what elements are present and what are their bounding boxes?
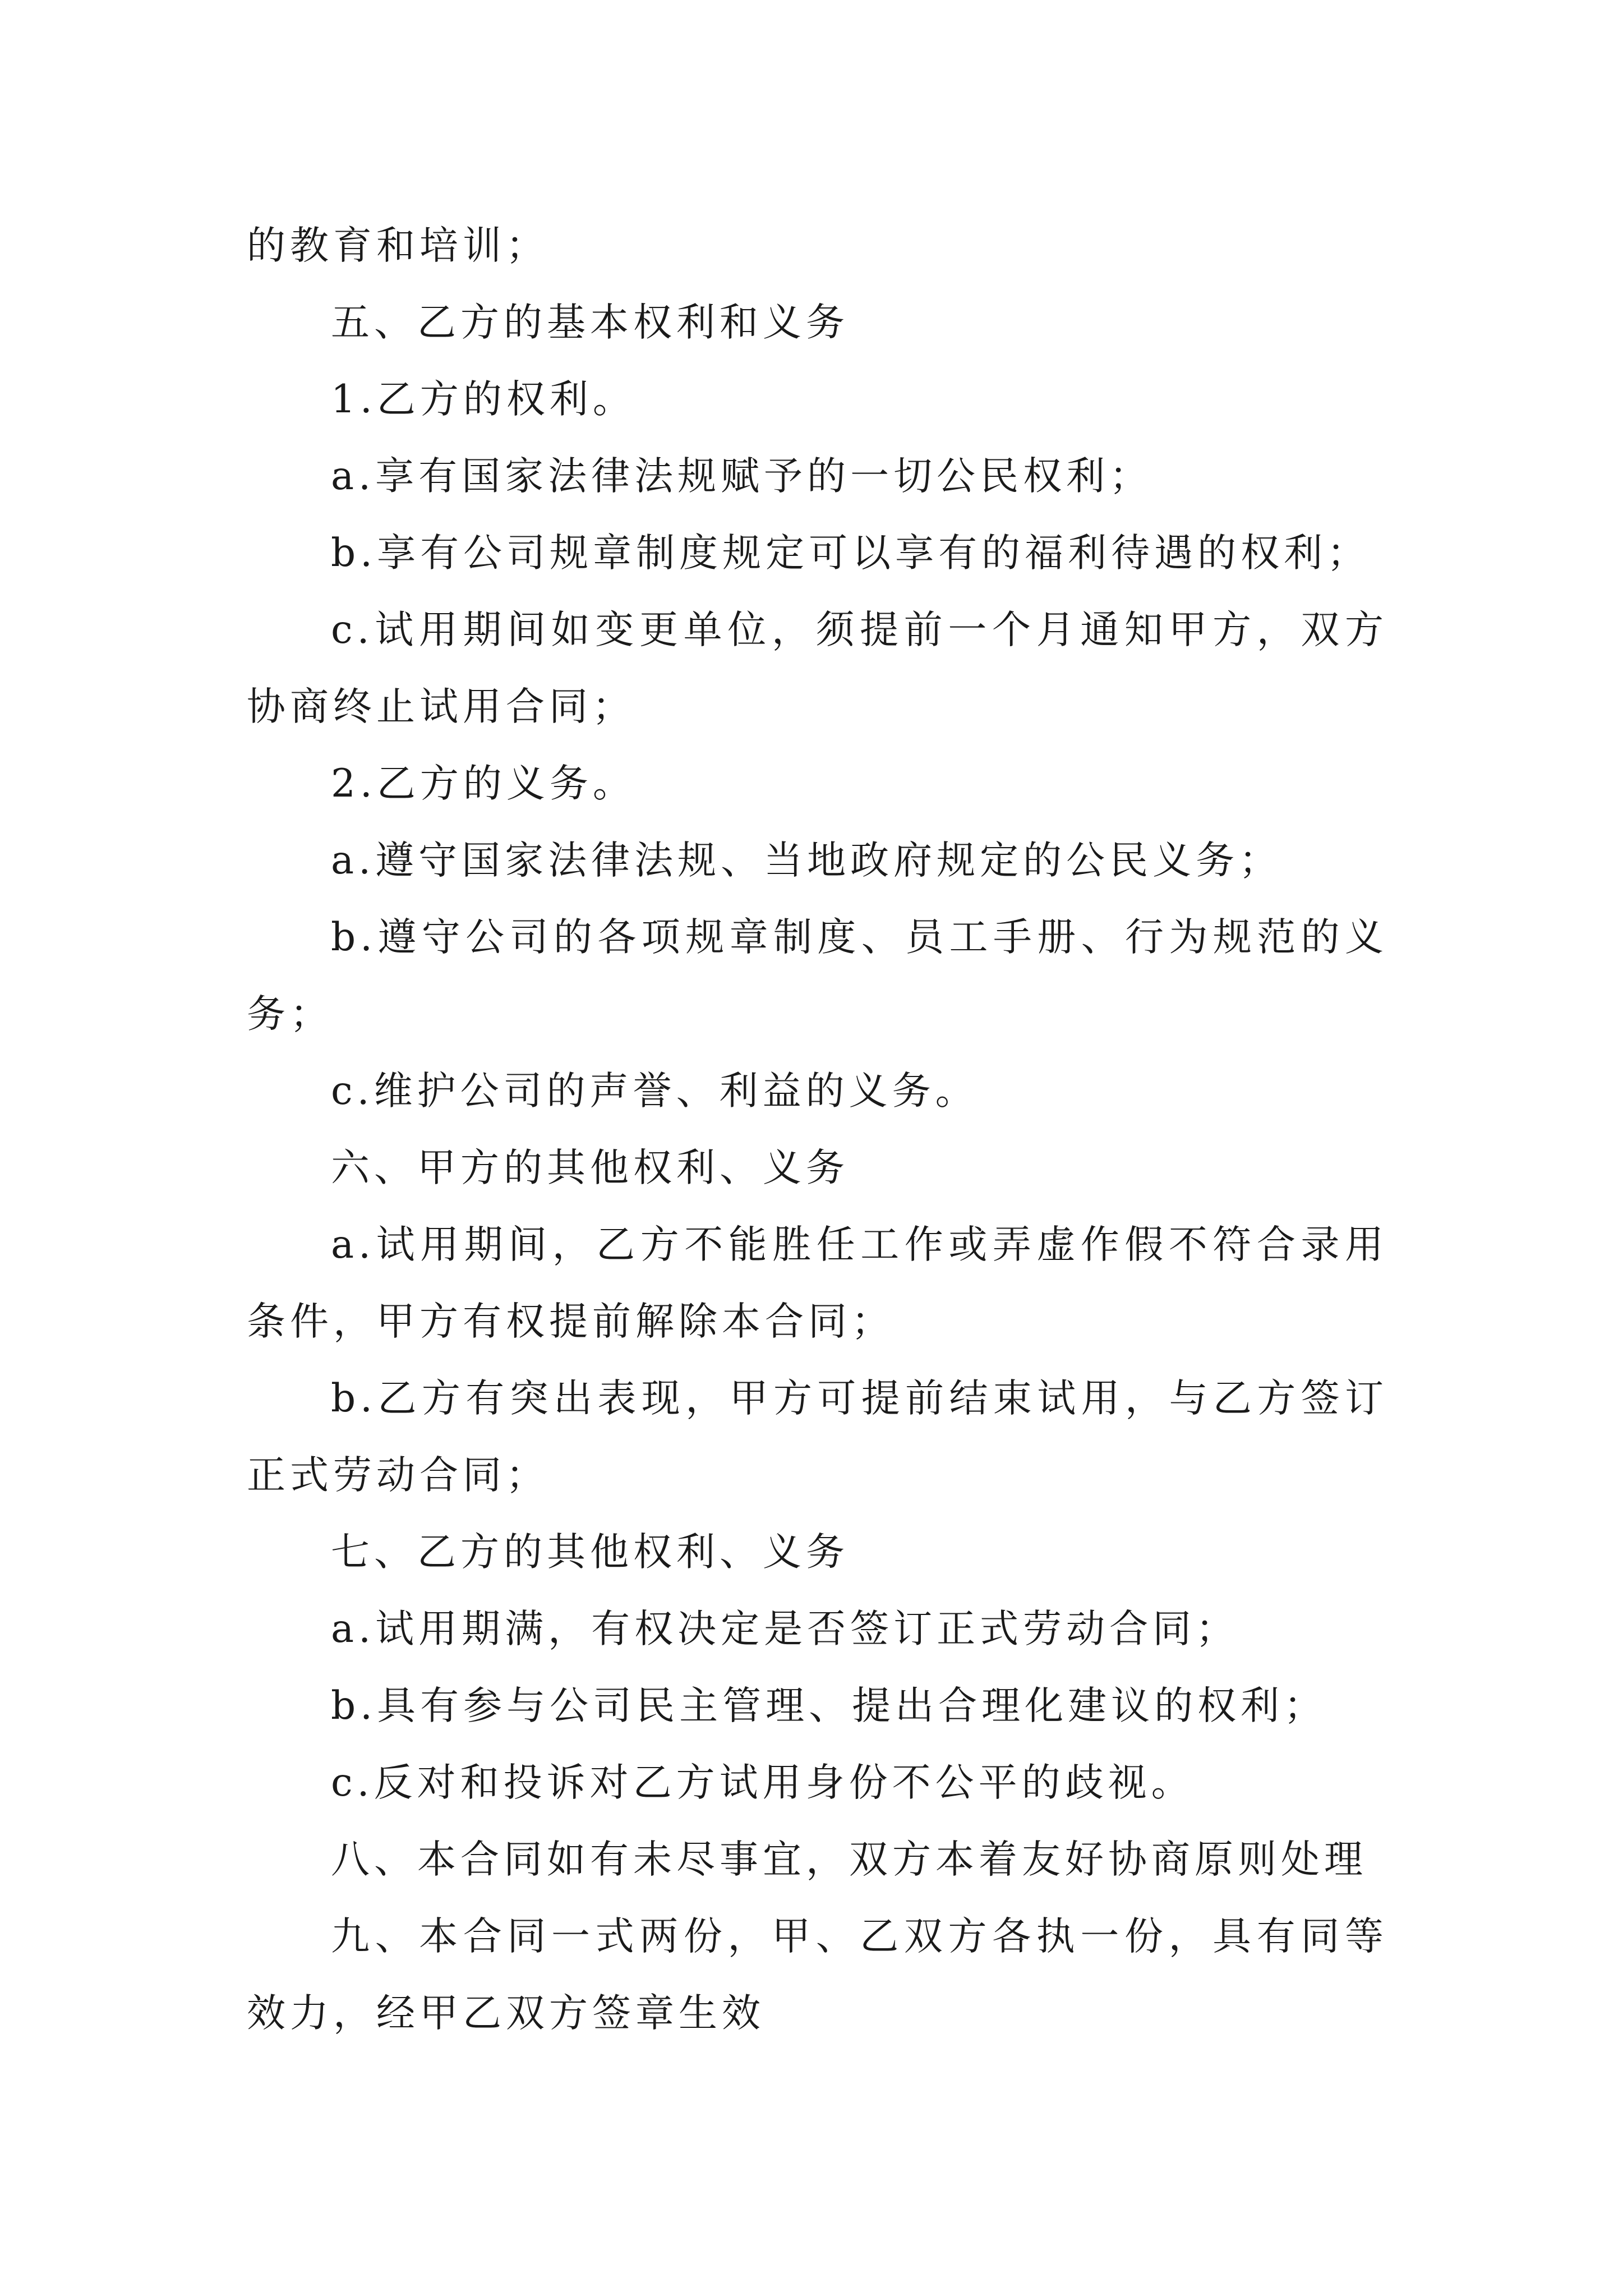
section-heading-7: 七、乙方的其他权利、义务	[331, 1530, 849, 1575]
section-heading-6: 六、甲方的其他权利、义务	[331, 1145, 849, 1190]
list-item: a.试用期间，乙方不能胜任工作或弄虚作假不符合录用条件，甲方有权提前解除本合同；	[247, 1222, 1388, 1344]
paragraph-continuation: 的教育和培训；	[247, 223, 549, 268]
list-item: a.遵守国家法律法规、当地政府规定的公民义务；	[331, 838, 1283, 883]
list-item: a.试用期满，有权决定是否签订正式劳动合同；	[331, 1607, 1239, 1651]
subsection-heading-rights: 1.乙方的权利。	[331, 377, 636, 422]
list-item: a.享有国家法律法规赋予的一切公民权利；	[331, 454, 1153, 499]
list-item: c.反对和投诉对乙方试用身份不公平的歧视。	[331, 1760, 1195, 1805]
list-item: b.乙方有突出表现，甲方可提前结束试用，与乙方签订正式劳动合同；	[247, 1376, 1388, 1498]
list-item: b.具有参与公司民主管理、提出合理化建议的权利；	[331, 1683, 1327, 1728]
section-heading-5: 五、乙方的基本权利和义务	[331, 300, 849, 345]
document-body	[247, 208, 1388, 2052]
section-heading-8: 八、本合同如有未尽事宜，双方本着友好协商原则处理	[331, 1837, 1367, 1882]
subsection-heading-duties: 2.乙方的义务。	[331, 761, 636, 806]
list-item: c.试用期间如变更单位，须提前一个月通知甲方，双方协商终止试用合同；	[247, 608, 1388, 729]
list-item: c.维护公司的声誉、利益的义务。	[331, 1069, 979, 1114]
list-item: b.遵守公司的各项规章制度、员工手册、行为规范的义务；	[247, 915, 1388, 1037]
list-item: b.享有公司规章制度规定可以享有的福利待遇的权利；	[331, 531, 1371, 576]
section-heading-9: 九、本合同一式两份，甲、乙双方各执一份，具有同等效力，经甲乙双方签章生效	[247, 1914, 1388, 2036]
